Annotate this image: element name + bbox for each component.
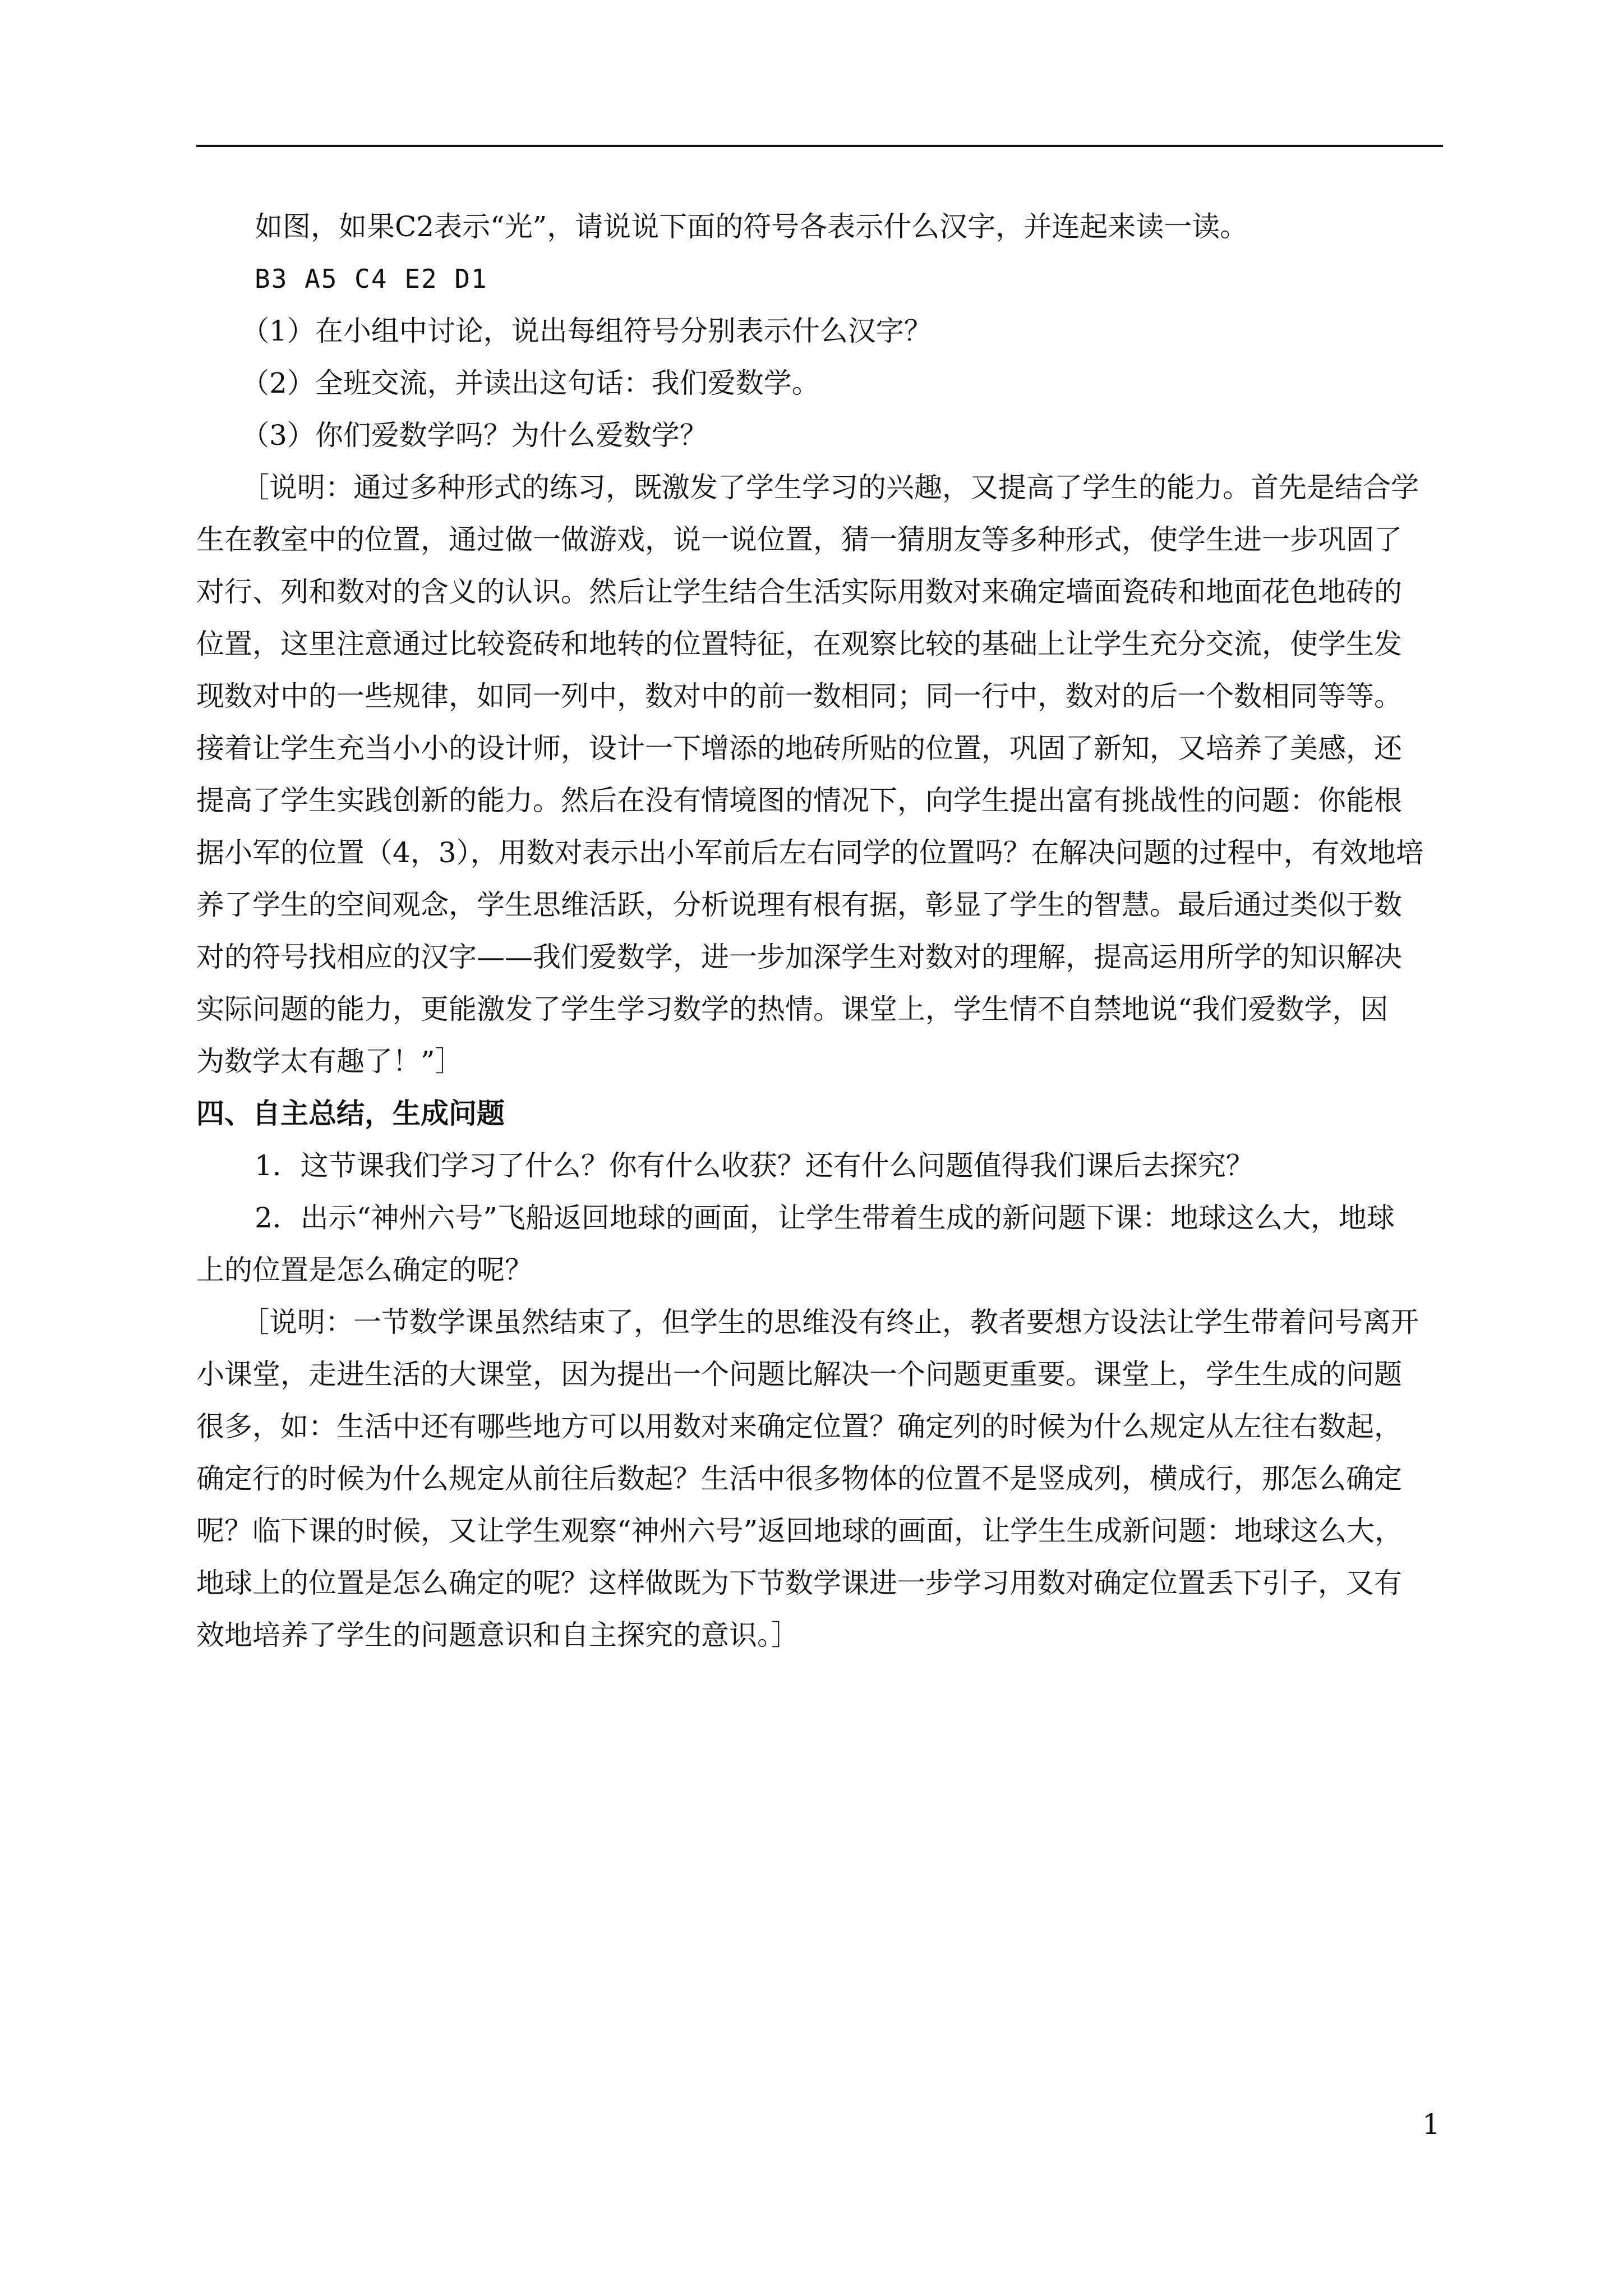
- page-content: [196, 201, 1453, 1662]
- exercise-step-2: （2）全班交流，并读出这句话：我们爱数学。: [241, 367, 820, 399]
- note-1-line: 对行、列和数对的含义的认识。然后让学生结合生活实际用数对来确定墙面瓷砖和地面花色地砖的: [196, 576, 1402, 608]
- note-1-line: 生在教室中的位置，通过做一做游戏，说一说位置，猜一猜朋友等多种形式，使学生进一步巩固了: [196, 523, 1402, 556]
- exercise-step-3: （3）你们爱数学吗？为什么爱数学？: [241, 419, 708, 452]
- note-1-line: 对的符号找相应的汉字——我们爱数学，进一步加深学生对数对的理解，提高运用所学的知识解决: [196, 941, 1402, 973]
- exercise-prompt: 如图，如果C2表示“光”，请说说下面的符号各表示什么汉字，并连起来读一读。: [255, 210, 1248, 243]
- page-number: 1: [1422, 2108, 1440, 2141]
- note-2-line: 很多，如：生活中还有哪些地方可以用数对来确定位置？确定列的时候为什么规定从左往右数起，: [196, 1410, 1402, 1443]
- header-rule: [196, 145, 1443, 147]
- summary-item-2-line: 2．出示“神州六号”飞船返回地球的画面，让学生带着生成的新问题下课：地球这么大，地球: [255, 1202, 1395, 1234]
- note-1-line: 据小军的位置（4，3），用数对表示出小军前后左右同学的位置吗？在解决问题的过程中，有效地培: [196, 836, 1424, 869]
- note-1-line: 提高了学生实践创新的能力。然后在没有情境图的情况下，向学生提出富有挑战性的问题：你能根: [196, 784, 1402, 817]
- note-2-line: 小课堂，走进生活的大课堂，因为提出一个问题比解决一个问题更重要。课堂上，学生生成的问题: [196, 1358, 1402, 1391]
- note-1-line: 养了学生的空间观念，学生思维活跃，分析说理有根有据，彰显了学生的智慧。最后通过类似于数: [196, 889, 1402, 921]
- exercise-codes: B3 A5 C4 E2 D1: [255, 264, 488, 294]
- note-paragraph-1: [196, 462, 1453, 1088]
- note-1-line: 现数对中的一些规律，如同一列中，数对中的前一数相同；同一行中，数对的后一个数相同等等。: [196, 680, 1402, 712]
- note-paragraph-2: [196, 1296, 1453, 1662]
- exercise-step-1: （1）在小组中讨论，说出每组符号分别表示什么汉字？: [241, 315, 932, 347]
- note-1-line: ［说明：通过多种形式的练习，既激发了学生学习的兴趣，又提高了学生的能力。首先是结合学: [241, 471, 1419, 504]
- note-1-line: 为数学太有趣了！”］: [196, 1045, 463, 1078]
- note-2-line: 呢？临下课的时候，又让学生观察“神州六号”返回地球的画面，让学生生成新问题：地球这么大，: [196, 1515, 1403, 1547]
- note-1-line: 实际问题的能力，更能激发了学生学习数学的热情。课堂上，学生情不自禁地说“我们爱数学，因: [196, 993, 1389, 1025]
- summary-item-1: 1．这节课我们学习了什么？你有什么收获？还有什么问题值得我们课后去探究？: [255, 1149, 1254, 1182]
- note-2-line: 确定行的时候为什么规定从前往后数起？生活中很多物体的位置不是竖成列，横成行，那怎么确定: [196, 1462, 1402, 1495]
- note-2-line: 效地培养了学生的问题意识和自主探究的意识。］: [196, 1619, 799, 1651]
- note-1-line: 位置，这里注意通过比较瓷砖和地转的位置特征，在观察比较的基础上让学生充分交流，使学生发: [196, 628, 1402, 660]
- summary-item-2-line: 上的位置是怎么确定的呢？: [196, 1254, 533, 1286]
- note-2-line: ［说明：一节数学课虽然结束了，但学生的思维没有终止，教者要想方设法让学生带着问号离开: [241, 1306, 1419, 1338]
- section-heading: 四、自主总结，生成问题: [196, 1097, 505, 1130]
- note-1-line: 接着让学生充当小小的设计师，设计一下增添的地砖所贴的位置，巩固了新知，又培养了美感，还: [196, 732, 1402, 765]
- note-2-line: 地球上的位置是怎么确定的呢？这样做既为下节数学课进一步学习用数对确定位置丢下引子，又有: [196, 1567, 1402, 1599]
